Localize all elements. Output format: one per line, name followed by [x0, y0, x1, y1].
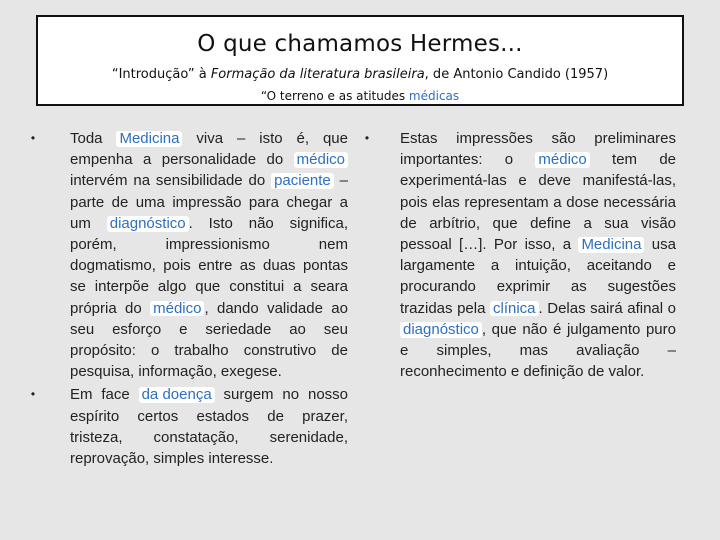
- bullet-text: Estas impressões são preliminares importantes: o: [400, 130, 676, 169]
- highlight-word: diagnóstico: [107, 216, 189, 232]
- highlight-word: da doença: [139, 387, 215, 403]
- highlight-word: Medicina: [578, 237, 644, 253]
- bullet-item: [26, 384, 348, 469]
- slide-subtitle: [38, 67, 682, 83]
- bullet-item: [360, 128, 676, 382]
- highlight-word: Medicina: [116, 131, 182, 147]
- bullet-icon: •: [364, 131, 370, 145]
- subtitle-quote: “Introdução” à: [111, 67, 211, 82]
- bullet-text: , que não é julgamento puro e simples, mas avaliação – reconhecimento e definição de valor.: [400, 320, 676, 381]
- bullet-icon: •: [30, 131, 36, 145]
- bullet-text: viva – isto é, que empenha a personalidade do: [70, 130, 348, 169]
- bullet-text: . Isto não significa, porém, impressionismo nem dogmatismo, pois entre as duas pontas se interpõe algo que constitui a seara própria do: [70, 214, 349, 317]
- highlight-word: clínica: [490, 301, 539, 317]
- highlight-word: paciente: [271, 173, 334, 189]
- slide-subtitle-2: [38, 89, 682, 103]
- highlight-word: diagnóstico: [400, 322, 482, 338]
- bullet-item: [26, 128, 348, 382]
- left-column: [26, 128, 348, 471]
- bullet-text: , dando validade ao seu esforço e seriedade ao seu propósito: o trabalho construtivo de pesquisa, informação, exegese.: [70, 299, 348, 381]
- bullet-icon: •: [30, 387, 36, 402]
- bullet-text: usa largamente a intuição, aceitando e procurando exprimir as sugestões trazidas pela: [400, 236, 676, 317]
- bullet-text: – parte de uma impressão para chegar a um: [70, 172, 348, 232]
- bullet-text: Em face: [70, 386, 139, 404]
- subtitle2-text: “O terreno e as atitudes: [260, 89, 406, 103]
- bullet-text: surgem no nosso espírito certos estados de prazer, tristeza, constatação, serenidade, reprovação, simples interesse.: [70, 386, 349, 468]
- highlight-word: médico: [150, 301, 204, 317]
- bullet-text: . Delas sairá afinal o: [538, 299, 676, 317]
- subtitle2-highlight: médicas: [408, 89, 460, 103]
- highlight-word: médico: [294, 152, 348, 168]
- subtitle-author: , de Antonio Candido (1957): [424, 67, 609, 82]
- bullet-text: intervém na sensibilidade do: [70, 172, 272, 190]
- bullet-text: Toda: [70, 130, 117, 147]
- subtitle-book-title: Formação da literatura brasileira: [210, 67, 425, 82]
- title-box: [36, 15, 684, 106]
- bullet-text: tem de experimentá-las e deve manifestá-las, pois elas representam a dose necessária de arbítrio, que define a sua visão pessoal […]. Por isso, a: [400, 151, 677, 254]
- slide-title: O que chamamos Hermes...: [197, 31, 523, 57]
- highlight-word: médico: [535, 152, 589, 168]
- right-column: [360, 128, 676, 384]
